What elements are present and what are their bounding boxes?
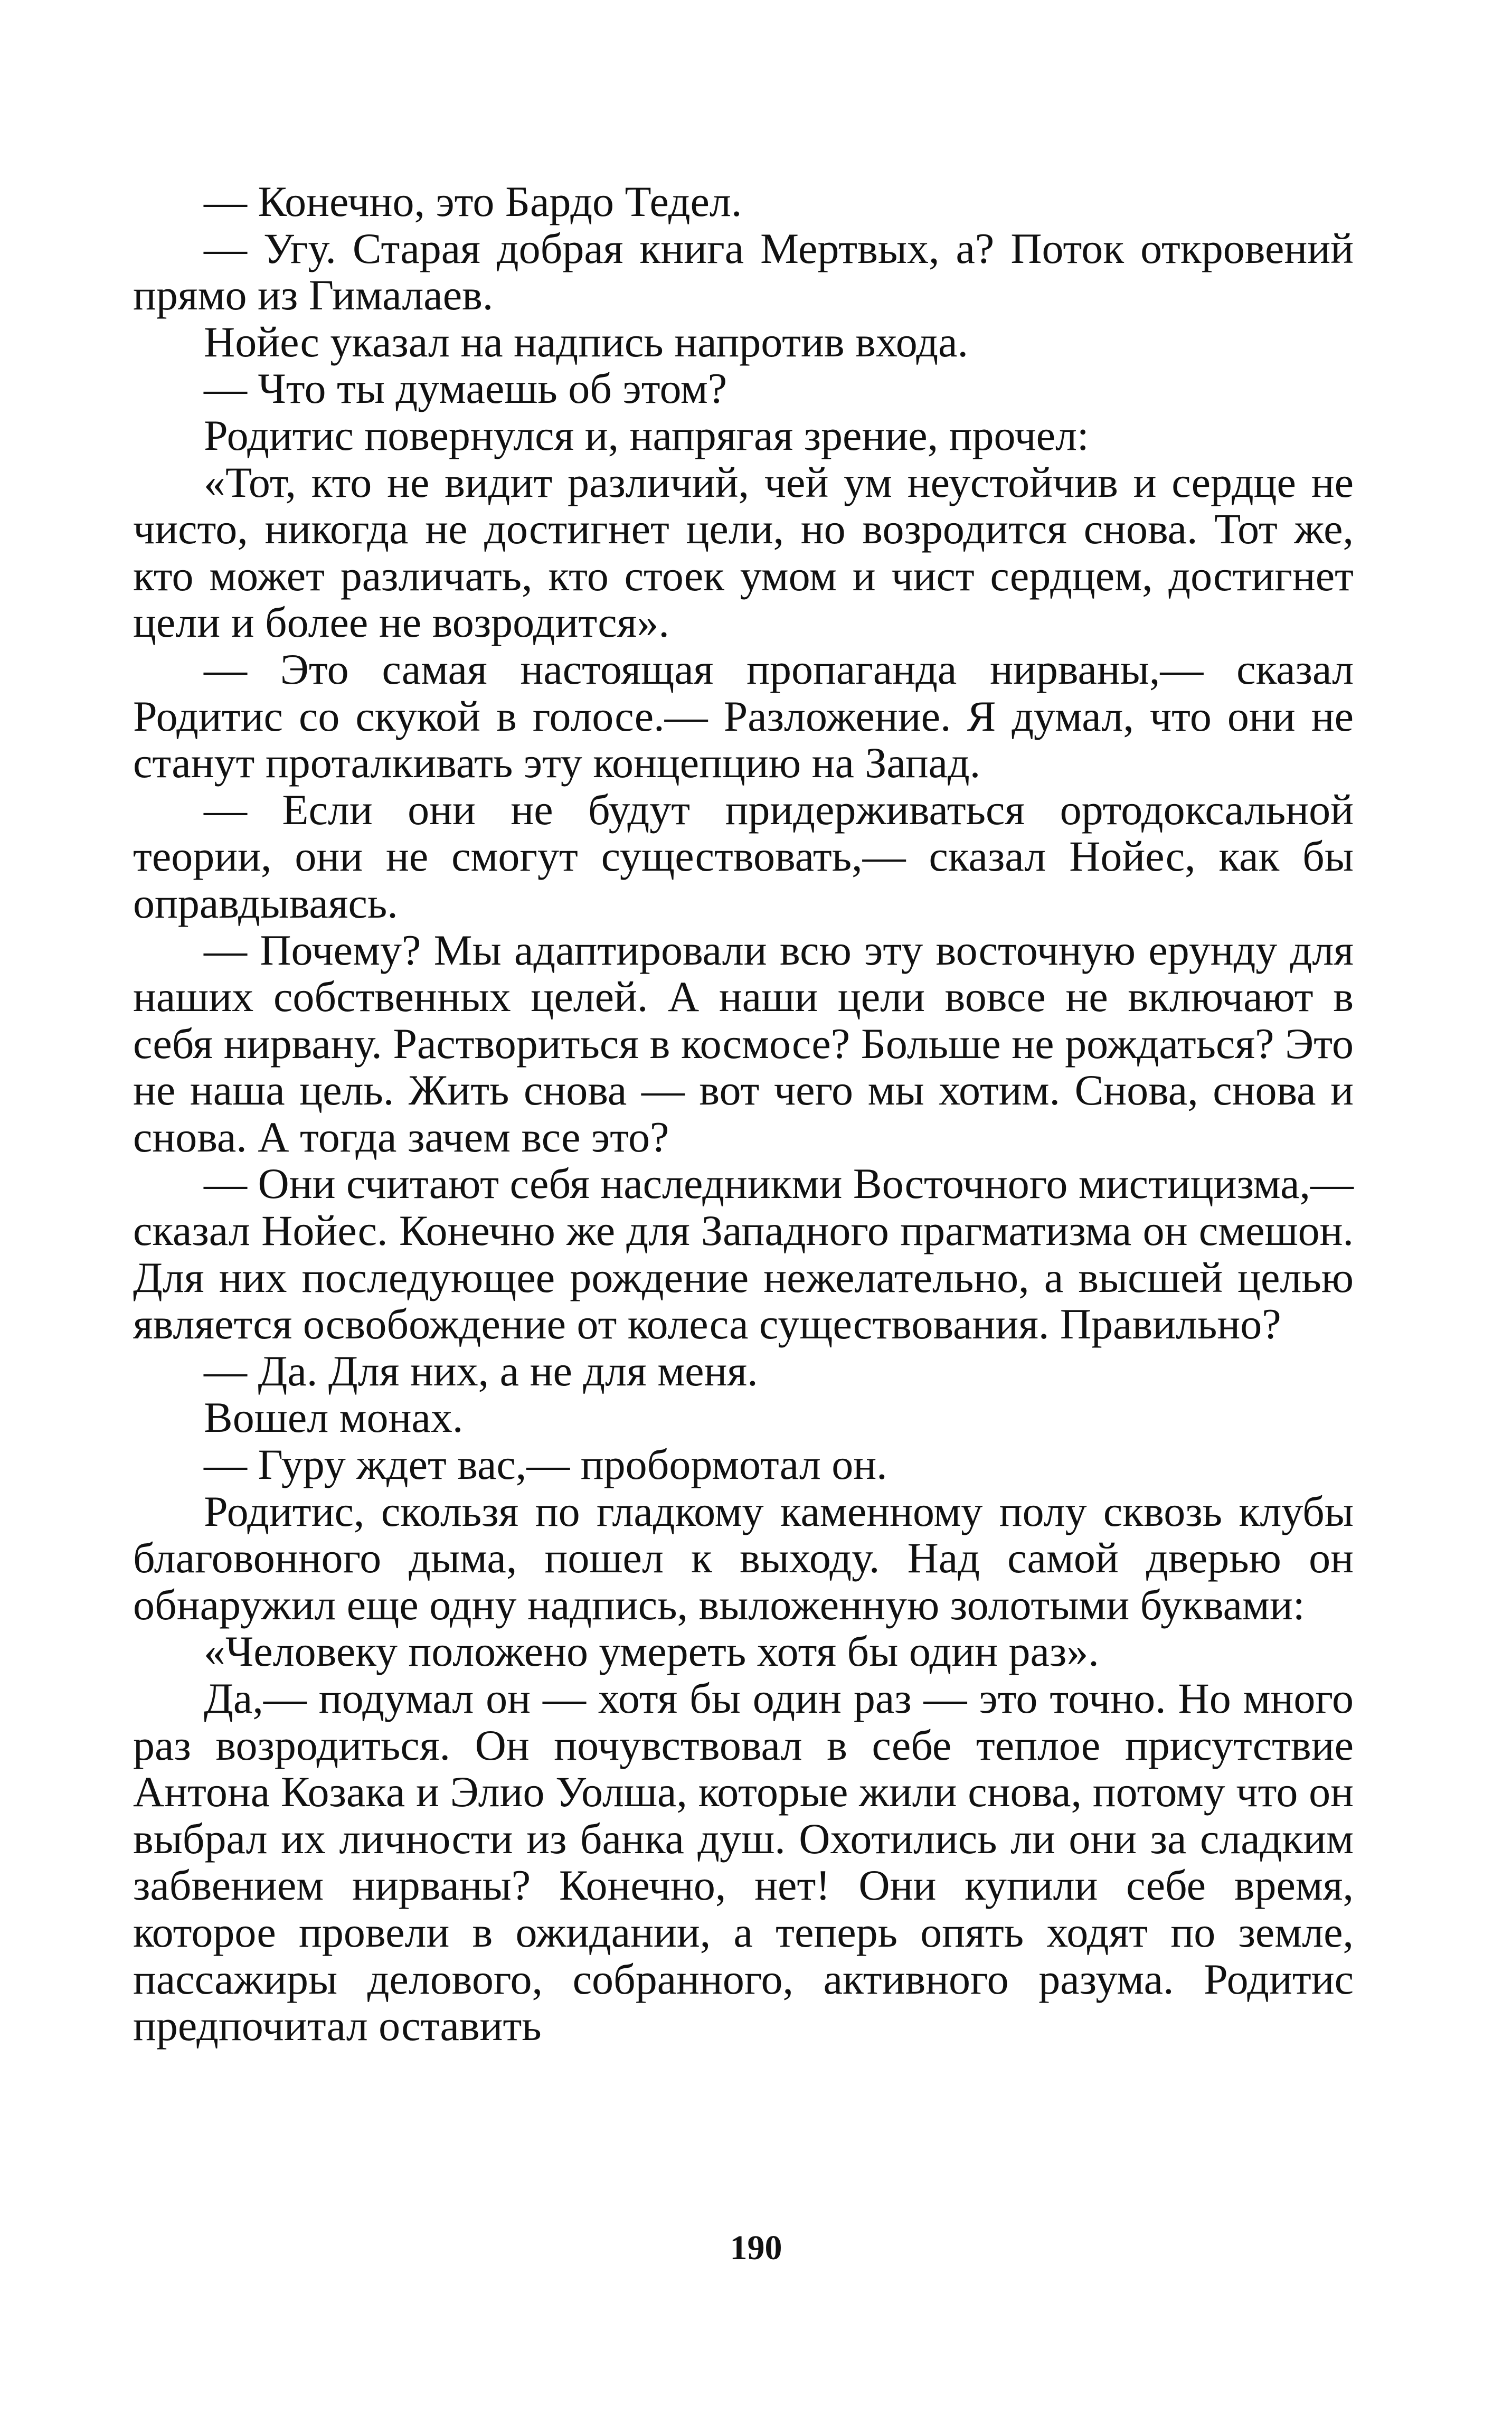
paragraph: Да,— подумал он — хотя бы один раз — это точно. Но много раз возродиться. Он почувствовал в себе теплое присутствие Антона Козака и Элио Уолша, которые жили снова, потому что он выбрал их личности из банка душ. Охотились ли они за сладким забвением нирваны? Конечно, нет! Они купили себе время, которое провели в ожидании, а теперь опять ходят по земле, пассажиры делового, собранного, активного разума. Родитис предпочитал оставить xyxy=(133,1674,1354,2050)
paragraph: — Почему? Мы адаптировали всю эту восточную ерунду для наших собственных целей. А наши цели вовсе не включают в себя нирвану. Раствориться в космосе? Больше не рождаться? Это не наша цель. Жить снова — вот чего мы хотим. Снова, снова и снова. А тогда зачем все это? xyxy=(133,926,1354,1161)
paragraph: «Тот, кто не видит различий, чей ум неустойчив и сердце не чисто, никогда не достигнет цели, но возродится снова. Тот же, кто может различать, кто стоек умом и чист сердцем, достигнет цели и более не возродится». xyxy=(133,458,1354,647)
paragraph: — Конечно, это Бардо Тедел. xyxy=(204,177,742,225)
paragraph: — Да. Для них, а не для меня. xyxy=(204,1346,758,1395)
paragraph: — Гуру ждет вас,— пробормотал он. xyxy=(204,1440,887,1489)
paragraph: — Угу. Старая добрая книга Мертвых, а? Поток откровений прямо из Гималаев. xyxy=(133,224,1354,319)
paragraph: — Они считают себя наследникми Восточного мистицизма,— сказал Нойес. Конечно же для Западного прагматизма он смешон. Для них последующее рождение нежелательно, а высшей целью является освобождение от колеса существования. Правильно? xyxy=(133,1159,1354,1348)
paragraph: Родитис повернулся и, напрягая зрение, прочел: xyxy=(204,411,1089,459)
paragraph: Нойес указал на надпись напротив входа. xyxy=(204,317,968,366)
paragraph: — Что ты думаешь об этом? xyxy=(204,364,727,413)
paragraph: — Если они не будут придерживаться ортодоксальной теории, они не смогут существовать,— сказал Нойес, как бы оправдываясь. xyxy=(133,785,1354,927)
paragraph: Родитис, скользя по гладкому каменному полу сквозь клубы благовонного дыма, пошел к выходу. Над самой дверью он обнаружил еще одну надпись, выложенную золотыми буквами: xyxy=(133,1487,1354,1629)
paragraph: — Это самая настоящая пропаганда нирваны,— сказал Родитис со скукой в голосе.— Разложение. Я думал, что они не станут проталкивать эту концепцию на Запад. xyxy=(133,645,1354,787)
page-number: 190 xyxy=(730,2229,782,2267)
paragraph: «Человеку положено умереть хотя бы один раз». xyxy=(204,1627,1099,1676)
text-column xyxy=(133,178,1354,2050)
paragraph: Вошел монах. xyxy=(204,1393,464,1442)
